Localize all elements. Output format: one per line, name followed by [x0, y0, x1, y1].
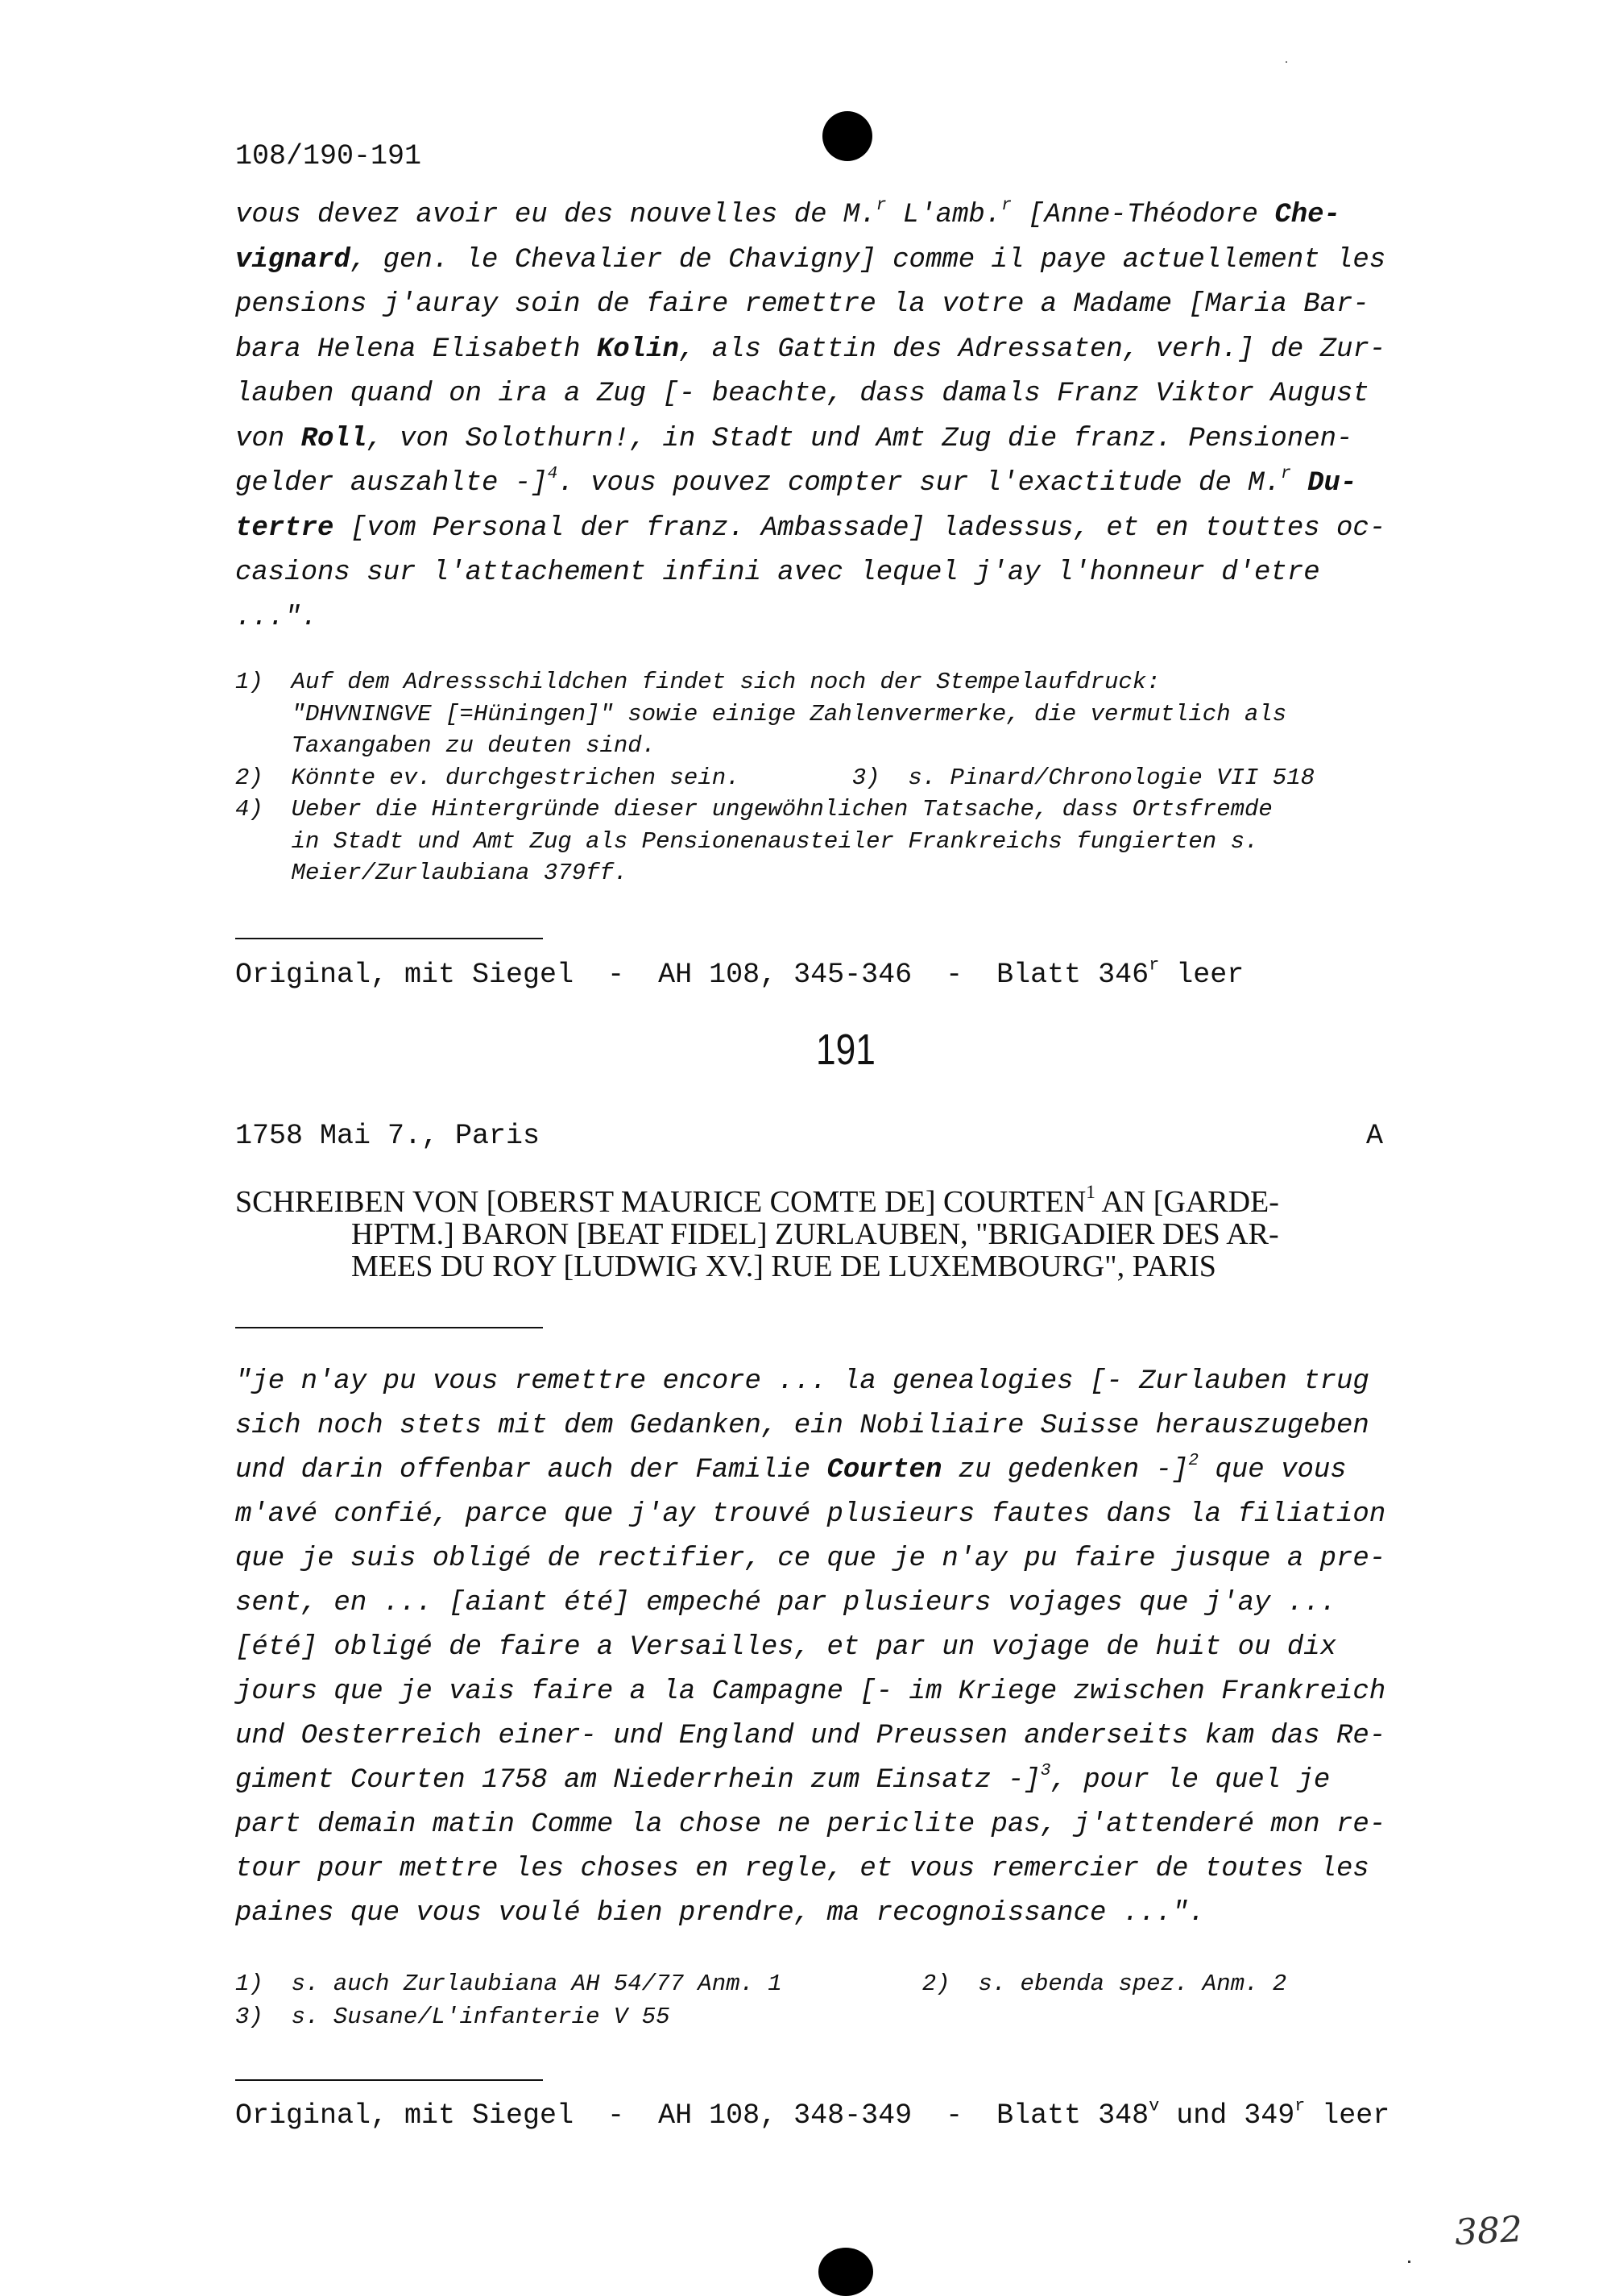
- superscript: 3: [1040, 1760, 1051, 1780]
- bold-name: Courten: [826, 1455, 942, 1486]
- heading-line: MEES DU ROY [LUDWIG XV.] RUE DE LUXEMBOURG", PARIS: [351, 1250, 1216, 1283]
- text-segment: paines que vous voulé bien prendre, ma recognoissance ...".: [235, 1898, 1205, 1929]
- text-line: [235, 1366, 1369, 1397]
- text-line: [235, 603, 317, 633]
- punch-hole-bottom: [818, 2248, 873, 2296]
- text-line: [235, 195, 1340, 230]
- footnote-line: Taxangaben zu deuten sind.: [235, 732, 656, 759]
- text-line: [235, 424, 1352, 454]
- bold-name: Che-: [1274, 200, 1340, 230]
- text-segment: giment Courten 1758 am Niederrhein zum Einsatz -]: [235, 1765, 1041, 1796]
- bold-name: Roll: [300, 423, 367, 454]
- source-note-191: [235, 2095, 1390, 2132]
- text-line: [235, 1760, 1331, 1796]
- text-segment: L'amb.: [886, 200, 1002, 230]
- footnote-line: 1) s. auch Zurlaubiana AH 54/77 Anm. 1 2) s. ebenda spez. Anm. 2: [235, 1971, 1287, 1997]
- text-line: [235, 245, 1385, 276]
- superscript: 1: [1086, 1182, 1095, 1204]
- text-segment: , von Solothurn!, in Stadt und Amt Zug die franz. Pensionen-: [367, 423, 1353, 454]
- footnote-divider: [235, 938, 543, 939]
- page-reference: 108/190-191: [235, 140, 422, 172]
- superscript: r: [876, 195, 887, 215]
- text-segment: und darin offenbar auch der Familie: [235, 1455, 827, 1486]
- source-note-text: Original, mit Siegel - AH 108, 345-346 - Blatt 346: [235, 959, 1149, 991]
- text-segment: und Oesterreich einer- und England und Preussen anderseits kam das Re-: [235, 1721, 1386, 1751]
- text-line: [235, 1411, 1369, 1441]
- text-line: [235, 334, 1385, 365]
- scan-speck: [1408, 2261, 1410, 2263]
- source-note-text: Original, mit Siegel - AH 108, 348-349 - Blatt 348: [235, 2099, 1149, 2132]
- source-note-text: leer: [1159, 959, 1244, 991]
- text-segment: que vous: [1199, 1455, 1347, 1486]
- text-segment: tour pour mettre les choses en regle, et vous remercier de toutes les: [235, 1854, 1369, 1884]
- text-segment: "je n'ay pu vous remettre encore ... la genealogies [- Zurlauben trug: [235, 1366, 1369, 1397]
- date-place: 1758 Mai 7., Paris: [235, 1120, 540, 1152]
- text-line: [235, 379, 1369, 409]
- text-segment: . vous pouvez compter sur l'exactitude de M.: [557, 468, 1282, 499]
- text-line: [235, 1809, 1385, 1840]
- heading-text: SCHREIBEN VON [OBERST MAURICE COMTE DE] COURTEN: [235, 1185, 1087, 1219]
- text-segment: von: [235, 423, 301, 454]
- footnote-line: 2) Könnte ev. durchgestrichen sein. 3) s. Pinard/Chronologie VII 518: [235, 764, 1315, 791]
- footnote-line: "DHVNINGVE [=Hüningen]" sowie einige Zahlenvermerke, die vermutlich als: [235, 700, 1287, 727]
- text-segment: [été] obligé de faire a Versailles, et par un vojage de huit ou dix: [235, 1632, 1337, 1663]
- document-type: A: [1366, 1120, 1384, 1152]
- text-line: [235, 1676, 1385, 1707]
- text-segment: pensions j'auray soin de faire remettre la votre a Madame [Maria Bar-: [235, 289, 1369, 320]
- text-line: [235, 1544, 1385, 1574]
- text-segment: lauben quand on ira a Zug [- beachte, dass damals Franz Viktor August: [235, 379, 1369, 409]
- footnote-line: 3) s. Susane/L'infanterie V 55: [235, 2004, 670, 2030]
- text-segment: , als Gattin des Adressaten, verh.] de Zur-: [678, 334, 1386, 365]
- bold-name: tertre: [235, 512, 334, 544]
- text-line: [235, 1632, 1336, 1663]
- bold-name: vignard: [235, 244, 350, 276]
- text-line: [235, 513, 1385, 544]
- text-line: [235, 1450, 1347, 1486]
- text-line: [235, 1898, 1205, 1929]
- footnote-divider: [235, 2079, 543, 2081]
- text-line: [235, 1721, 1385, 1751]
- heading-text: AN [GARDE-: [1095, 1185, 1279, 1219]
- heading-line: HPTM.] BARON [BEAT FIDEL] ZURLAUBEN, "BRIGADIER DES AR-: [351, 1217, 1279, 1251]
- footnote-line: 4) Ueber die Hintergründe dieser ungewöhnlichen Tatsache, dass Ortsfremde: [235, 796, 1273, 823]
- text-segment: sich noch stets mit dem Gedanken, ein Nobiliaire Suisse herauszugeben: [235, 1411, 1369, 1441]
- text-segment: [vom Personal der franz. Ambassade] ladessus, et en touttes oc-: [333, 512, 1386, 544]
- text-segment: bara Helena Elisabeth: [235, 334, 597, 365]
- text-segment: gelder auszahlte -]: [235, 468, 548, 499]
- footnote-line: 1) Auf dem Adressschildchen findet sich noch der Stempelaufdruck:: [235, 669, 1161, 695]
- scan-speck: [1286, 61, 1287, 63]
- text-line: [235, 557, 1320, 588]
- superscript: 4: [547, 463, 558, 483]
- source-note-text: leer: [1305, 2099, 1390, 2132]
- text-segment: casions sur l'attachement infini avec lequel j'ay l'honneur d'etre: [235, 557, 1320, 588]
- text-segment: [1291, 468, 1307, 499]
- text-segment: sent, en ... [aiant été] empeché par plusieurs vojages que j'ay ...: [235, 1588, 1337, 1618]
- punch-hole-top: [822, 111, 872, 161]
- text-segment: [Anne-Théodore: [1011, 200, 1275, 230]
- text-segment: part demain matin Comme la chose ne periclite pas, j'attenderé mon re-: [235, 1809, 1386, 1840]
- text-line: [235, 463, 1357, 499]
- text-line: [235, 1854, 1369, 1884]
- text-segment: vous devez avoir eu des nouvelles de M.: [235, 200, 876, 230]
- heading-line: [235, 1184, 1279, 1220]
- text-segment: m'avé confié, parce que j'ay trouvé plusieurs fautes dans la filiation: [235, 1499, 1386, 1530]
- handwritten-page-number: 382: [1453, 2208, 1524, 2254]
- text-segment: , pour le quel je: [1050, 1765, 1331, 1796]
- text-segment: que je suis obligé de rectifier, ce que je n'ay pu faire jusque a pre-: [235, 1544, 1386, 1574]
- text-line: [235, 1499, 1385, 1530]
- source-note-text: und 349: [1159, 2099, 1295, 2132]
- text-line: [235, 1588, 1336, 1618]
- superscript: r: [1281, 463, 1291, 483]
- source-note-190: [235, 955, 1244, 991]
- footnote-line: Meier/Zurlaubiana 379ff.: [235, 860, 628, 886]
- superscript: r: [1149, 955, 1160, 976]
- text-segment: ...".: [235, 602, 318, 633]
- text-line: [235, 289, 1369, 320]
- heading-divider: [235, 1327, 543, 1328]
- bold-name: Du-: [1307, 468, 1357, 499]
- document-number: 191: [816, 1026, 876, 1074]
- footnote-line: in Stadt und Amt Zug als Pensionenausteiler Frankreichs fungierten s.: [235, 827, 1259, 855]
- text-segment: zu gedenken -]: [942, 1455, 1189, 1486]
- superscript: r: [1294, 2095, 1306, 2116]
- superscript: v: [1149, 2095, 1160, 2116]
- text-segment: jours que je vais faire a la Campagne [- im Kriege zwischen Frankreich: [235, 1676, 1386, 1707]
- superscript: r: [1001, 195, 1012, 215]
- bold-name: Kolin: [596, 334, 679, 365]
- superscript: 2: [1188, 1450, 1199, 1470]
- text-segment: , gen. le Chevalier de Chavigny] comme il paye actuellement les: [350, 244, 1386, 276]
